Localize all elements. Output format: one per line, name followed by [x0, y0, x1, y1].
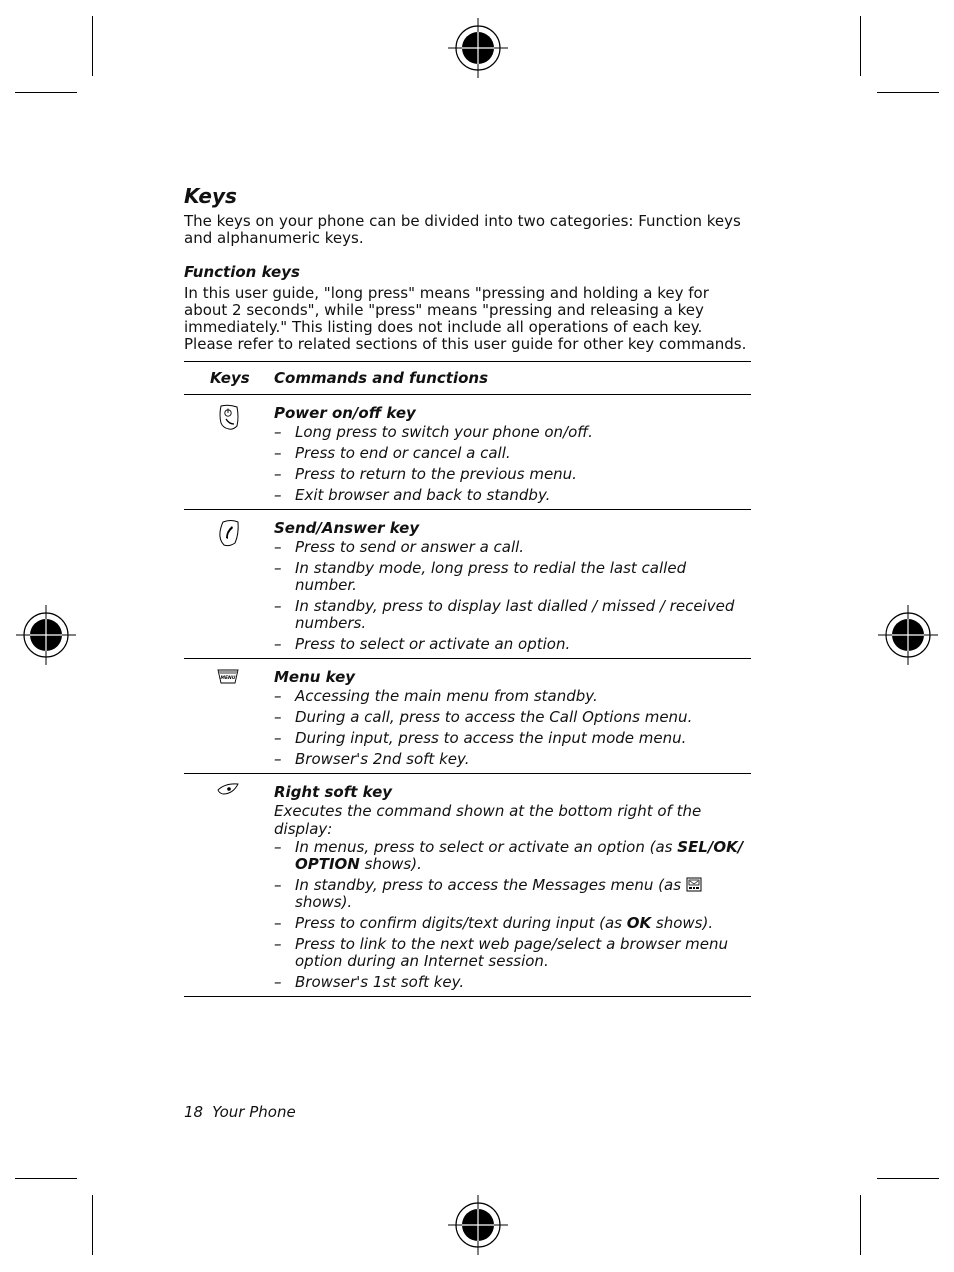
list-item: – Accessing the main menu from standby. — [274, 687, 598, 705]
guide-paragraph: In this user guide, "long press" means "pressing and holding a key for about 2 seconds", while "press" means "pressing and releasing a key immediately." This listing does not include all operations of each key. Please refer to related sections of this user guide for other key commands. — [184, 284, 747, 353]
page-content — [184, 182, 750, 997]
table-row — [184, 774, 751, 997]
keys-table — [184, 361, 751, 997]
crop-mark — [15, 1178, 77, 1179]
menu-key-icon — [217, 667, 239, 685]
registration-mark-icon — [16, 605, 76, 665]
list-item: – In standby mode, long press to redial the last called number. — [274, 559, 687, 594]
list-item: – In menus, press to select or activate an option (as SEL/OK/ OPTION shows). — [274, 838, 744, 873]
table-row — [184, 659, 751, 774]
key-name: Send/Answer key — [274, 519, 420, 537]
list-item: – Long press to switch your phone on/off. — [274, 423, 593, 441]
registration-mark-right — [878, 605, 938, 665]
crop-mark — [92, 1195, 93, 1255]
key-icon-cell — [184, 395, 274, 510]
menu-key-label: MENU — [220, 676, 236, 681]
crop-mark — [877, 92, 939, 93]
crop-mark — [15, 92, 77, 93]
softkey-label: SEL/OK/ OPTION — [295, 838, 744, 873]
key-name: Power on/off key — [274, 404, 416, 422]
list-item: – During a call, press to access the Call Options menu. — [274, 708, 693, 726]
registration-mark-icon — [448, 18, 508, 78]
key-icon-cell — [184, 510, 274, 659]
list-item: – In standby, press to display last dialled / missed / received numbers. — [274, 597, 735, 632]
key-commands — [274, 659, 751, 774]
list-item: – Exit browser and back to standby. — [274, 486, 551, 504]
key-name: Right soft key — [274, 783, 393, 801]
list-item: – Browser's 1st soft key. — [274, 973, 465, 991]
key-name: Menu key — [274, 668, 356, 686]
page-title: Keys — [184, 184, 237, 208]
list-item: – Press to end or cancel a call. — [274, 444, 511, 462]
table-row — [184, 395, 751, 510]
key-icon-cell — [184, 774, 274, 997]
list-item: – Press to confirm digits/text during input (as OK shows). — [274, 914, 714, 932]
key-description: Executes the command shown at the bottom right of the display: — [274, 802, 702, 838]
intro-paragraph: The keys on your phone can be divided into two categories: Function keys and alphanumeric keys. — [184, 212, 741, 247]
registration-mark-bottom — [448, 1195, 508, 1255]
send-key-icon — [217, 518, 241, 548]
table-row — [184, 510, 751, 659]
messages-icon — [686, 877, 702, 892]
registration-mark-icon — [448, 1195, 508, 1255]
registration-mark-top — [448, 18, 508, 78]
power-key-icon — [217, 403, 241, 431]
list-item: – Press to return to the previous menu. — [274, 465, 577, 483]
list-item: – In standby, press to access the Messages menu (as shows). — [274, 877, 751, 911]
crop-mark — [860, 1195, 861, 1255]
key-commands — [274, 510, 751, 659]
section-name: Your Phone — [212, 1103, 296, 1121]
softkey-label: OK — [626, 914, 652, 932]
page-footer — [184, 1103, 296, 1121]
right-soft-key-icon — [217, 782, 239, 796]
key-commands — [274, 395, 751, 510]
page-number: 18 — [184, 1103, 204, 1121]
header-commands: Commands and functions — [274, 362, 751, 395]
list-item: – Browser's 2nd soft key. — [274, 750, 470, 768]
registration-mark-icon — [878, 605, 938, 665]
section-subtitle: Function keys — [184, 263, 300, 281]
table-header — [184, 362, 751, 395]
list-item: – Press to send or answer a call. — [274, 538, 525, 556]
list-item: – During input, press to access the input mode menu. — [274, 729, 687, 747]
key-icon-cell — [184, 659, 274, 774]
crop-mark — [877, 1178, 939, 1179]
list-item: – Press to select or activate an option. — [274, 635, 571, 653]
header-keys: Keys — [184, 362, 274, 395]
crop-mark — [92, 16, 93, 76]
list-item: – Press to link to the next web page/select a browser menu option during an Internet session. — [274, 935, 729, 970]
crop-mark — [860, 16, 861, 76]
key-commands — [274, 774, 751, 997]
registration-mark-left — [16, 605, 76, 665]
